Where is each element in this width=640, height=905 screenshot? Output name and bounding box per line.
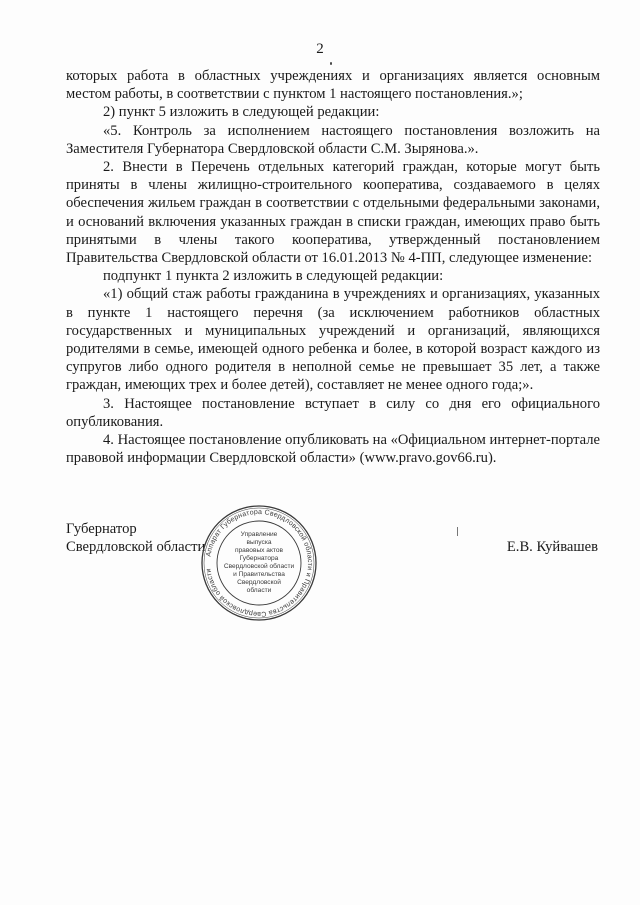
- paragraph-item-2: 2) пункт 5 изложить в следующей редакции:: [103, 104, 380, 121]
- seal-center-line: выпуска: [246, 539, 272, 546]
- seal-center-line: правовых актов: [234, 547, 284, 554]
- seal-center-line: Управление: [240, 531, 278, 538]
- signatory-name: Е.В. Куйвашев: [506, 539, 598, 555]
- paragraph-section-2: 2. Внести в Перечень отдельных категорий граждан, которые могут быть приняты в члены жилищно-строительного кооператива, создаваемого в целях обеспечения жильем граждан в соответствии с отдельными федеральными законами, и оснований включения указанных граждан в списки граждан, имеющих право быть принятыми в члены такого кооператива, утвержденный постановлением Правительства Свердловской области от 16.01.2013 № 4-ПП, следующее изменение:: [66, 159, 600, 267]
- seal-center-line: Губернатора: [239, 555, 279, 562]
- seal-center-text: [224, 531, 295, 594]
- seal-center-line: Свердловской области: [223, 563, 295, 570]
- paragraph-quote-5: «5. Контроль за исполнением настоящего постановления возложить на Заместителя Губернатора Свердловской области С.М. Зырянова.».: [66, 122, 600, 157]
- document-body: [66, 67, 600, 467]
- official-seal: [199, 503, 319, 623]
- signatory-title: Губернатор: [66, 521, 137, 537]
- seal-ring-text: Аппарат Губернатора Свердловской области и Правительства Свердловской области: [205, 508, 314, 618]
- seal-center-line: области: [246, 587, 272, 594]
- scan-speck: [457, 527, 458, 536]
- paragraph-quote-1: «1) общий стаж работы гражданина в учреждениях и организациях, указанных в пункте 1 настоящего перечня (за исключением работников областных государственных и муниципальных учреждений и организаций, являющихся родителями в семье, имеющей одного ребенка и более, в которой возраст каждого из супругов либо одного родителя в неполной семье не превышает 35 лет, а также граждан, имеющих трех и более детей), составляет не менее одного года;».: [66, 286, 600, 394]
- paragraph-section-3: 3. Настоящее постановление вступает в силу со дня его официального опубликования.: [66, 395, 600, 430]
- page-number: 2: [316, 41, 324, 57]
- seal-center-line: Свердловской: [237, 579, 281, 586]
- seal-center-line: и Правительства: [233, 571, 285, 578]
- paragraph-section-4: 4. Настоящее постановление опубликовать на «Официальном интернет-портале правовой информации Свердловской области» (www.pravo.gov66.ru).: [66, 432, 600, 467]
- signatory-region: Свердловской области: [66, 539, 206, 555]
- scan-speck: [330, 62, 332, 65]
- signature-block: [66, 520, 600, 630]
- paragraph-subitem: подпункт 1 пункта 2 изложить в следующей редакции:: [103, 268, 444, 285]
- paragraph-continuation: которых работа в областных учреждениях и организациях является основным местом работы, в соответствии с пунктом 1 настоящего постановления.»;: [66, 68, 600, 103]
